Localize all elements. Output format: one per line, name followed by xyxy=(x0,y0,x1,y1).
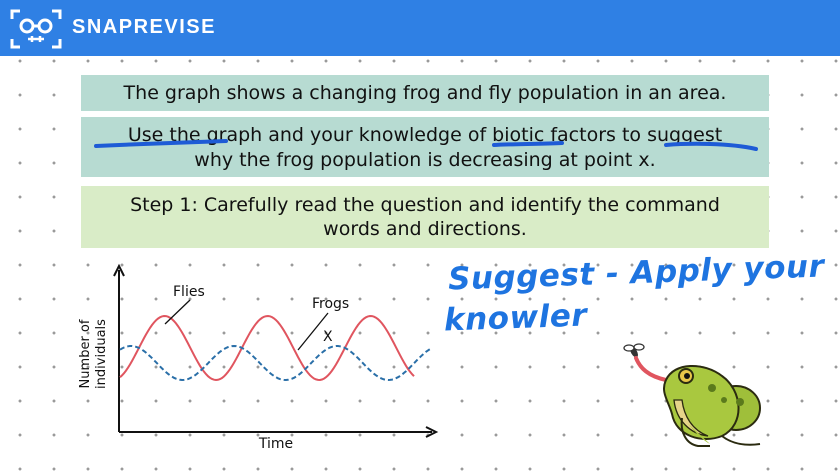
frog-catching-fly-icon xyxy=(614,340,764,450)
point-x-label: X xyxy=(323,329,333,345)
handwritten-note-line-2: knowler xyxy=(443,297,588,339)
instruction-line-2: why the frog population is decreasing at point x. xyxy=(194,149,656,171)
step-box xyxy=(81,186,769,248)
frog-tongue xyxy=(636,358,666,380)
underline-suggest xyxy=(666,144,756,149)
handwritten-underlines xyxy=(0,0,840,200)
y-axis-label-1: Number of xyxy=(78,319,93,389)
brand-name[interactable]: SNAPREVISE xyxy=(72,16,216,38)
question-statement: The graph shows a changing frog and fly population in an area. xyxy=(123,82,727,104)
underline-use-the-graph xyxy=(96,141,226,146)
instruction-line-1: Use the graph and your knowledge of biotic factors to suggest xyxy=(127,124,723,146)
y-axis-label-2: individuals xyxy=(94,319,109,389)
fly-icon xyxy=(624,344,644,359)
step-line-2: words and directions. xyxy=(323,218,527,240)
frogs-series-line xyxy=(120,346,432,380)
step-line-1: Step 1: Carefully read the question and identify the command xyxy=(130,194,720,216)
handwritten-note-line-1: Suggest - Apply your xyxy=(447,248,825,298)
frogs-label: Frogs xyxy=(312,296,350,312)
flies-label: Flies xyxy=(173,284,205,300)
x-axis-label: Time xyxy=(258,436,294,452)
population-graph xyxy=(70,258,450,468)
flies-leader-line xyxy=(165,300,190,324)
underline-biotic xyxy=(494,143,562,145)
